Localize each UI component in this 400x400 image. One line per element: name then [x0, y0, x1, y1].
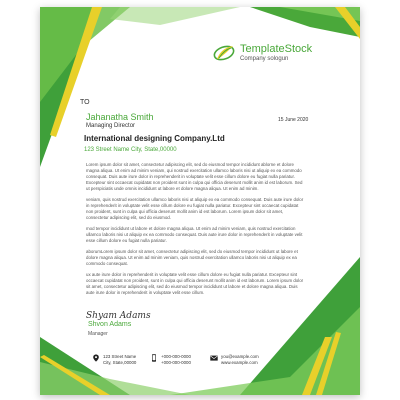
footer-address-line2: City, State,00000 — [103, 359, 137, 365]
brand-name: TemplateStock — [240, 43, 313, 55]
body-paragraph: aborumLorem ipsum dolor sit amet, consectetur adipiscing elit, sed do eiusmod tempor incididunt ut labore et dolore magna aliqua. Ut enim ad minim veniam, quis nostrud exercitation ullamco laboris nisi ut aliquip ex ea commodo consequat. — [86, 249, 298, 266]
signer-name: Shvon Adams — [88, 321, 132, 328]
brand-slogan: Company sologun — [240, 56, 289, 62]
leaf-logo-icon — [212, 43, 236, 63]
footer-phone — [150, 354, 191, 365]
letter-body — [86, 162, 306, 301]
body-paragraph: veniam, quis nostrud exercitation ullamco laboris nisi ut aliquip ex ea commodo consequat. Duis aute irure dolor in reprehenderit in voluptate velit esse cillum dolore eu fugiat nulla pariatur. Excepteur sint occaecat cupidatat non proident, sunt in culpa qui officia deserunt mollit anim id est laborum. Lorem ipsum dolor sit amet, consectetur adipiscing elit, sed do eiusmod. — [86, 197, 304, 220]
footer-address-text — [103, 354, 136, 365]
recipient-name: Jahanatha Smith — [86, 112, 154, 122]
footer-address-line1: 123 Street Name — [103, 354, 137, 359]
footer-phone-1: +000-000-0000 — [161, 354, 191, 359]
logo-text — [240, 44, 312, 62]
body-paragraph: ux aute irure dolor in reprehenderit in voluptate velit esse cillum dolore eu fugiat nulla pariatur. Excepteur sint occaecat cupidatat non proident, sunt in culpa qui officia deserunt mollit anim id est laborum. Lorem ipsum dolor sit amet, consectetur adipiscing elit, sed do eiusmod tempor incididunt ut labore et dolore magna aliqua. Duis aute irure dolor in reprehenderit in voluptate velit esse cillum. — [86, 272, 304, 295]
company-name: International designing Company.Ltd — [84, 134, 225, 143]
footer-address — [92, 354, 136, 365]
mobile-phone-icon — [150, 354, 158, 362]
envelope-icon — [210, 354, 218, 362]
footer-email-text — [221, 354, 259, 365]
location-pin-icon — [92, 354, 100, 362]
footer-website: www.example.com — [221, 359, 258, 365]
body-paragraph: Lorem ipsum dolor sit amet, consectetur adipiscing elit, sed do eiusmod tempor incididunt ablorne et dolore magna aliqua. Ut enim ad minim veniam, qui nostrud exercitation ullamco laboris nisi ut aliquip ex ea commodo consequat. Duis aute irure dolor in reprehenderit in voluptate velit esse cillum dolore eu fugiat nulla pariatur. Excepteur sint occaecat cupidatat non proident sunt in culpa qui officia deserunt mollit anim id est laborum. Sed ut perspiciatis unde omnis incididunt ut labore et dolore magna aliqua. Ut enim ad minim. — [86, 162, 303, 191]
signer-title: Manager — [88, 331, 108, 337]
recipient-title: Managing Director — [86, 123, 136, 129]
company-address: 123 Street Name City, State,00000 — [84, 147, 177, 153]
footer-phone-text — [161, 354, 191, 365]
company-logo — [212, 43, 312, 63]
handwritten-signature: Shyam Adams — [86, 311, 151, 321]
footer-phone-2: +000-000-0000 — [161, 359, 191, 365]
top-band-shape — [110, 7, 240, 25]
footer-email-address: you@example.com — [221, 354, 259, 359]
to-label: TO — [80, 99, 90, 106]
body-paragraph: mod tempor incididunt ut labore et dolore magna aliqua. Ut enim ad minim veniam, quis nostrud exercitation ullamco laboris nisi ut aliquip ex ea commodo consequat. Duis aute irure dolor in reprehenderit in voluptate velit esse cillum dolore eu fugiat nulla pariatur. — [86, 226, 303, 243]
contact-footer — [92, 354, 322, 370]
footer-email — [210, 354, 259, 365]
letterhead-page — [40, 7, 360, 395]
letter-date: 15 June 2020 — [278, 117, 309, 123]
